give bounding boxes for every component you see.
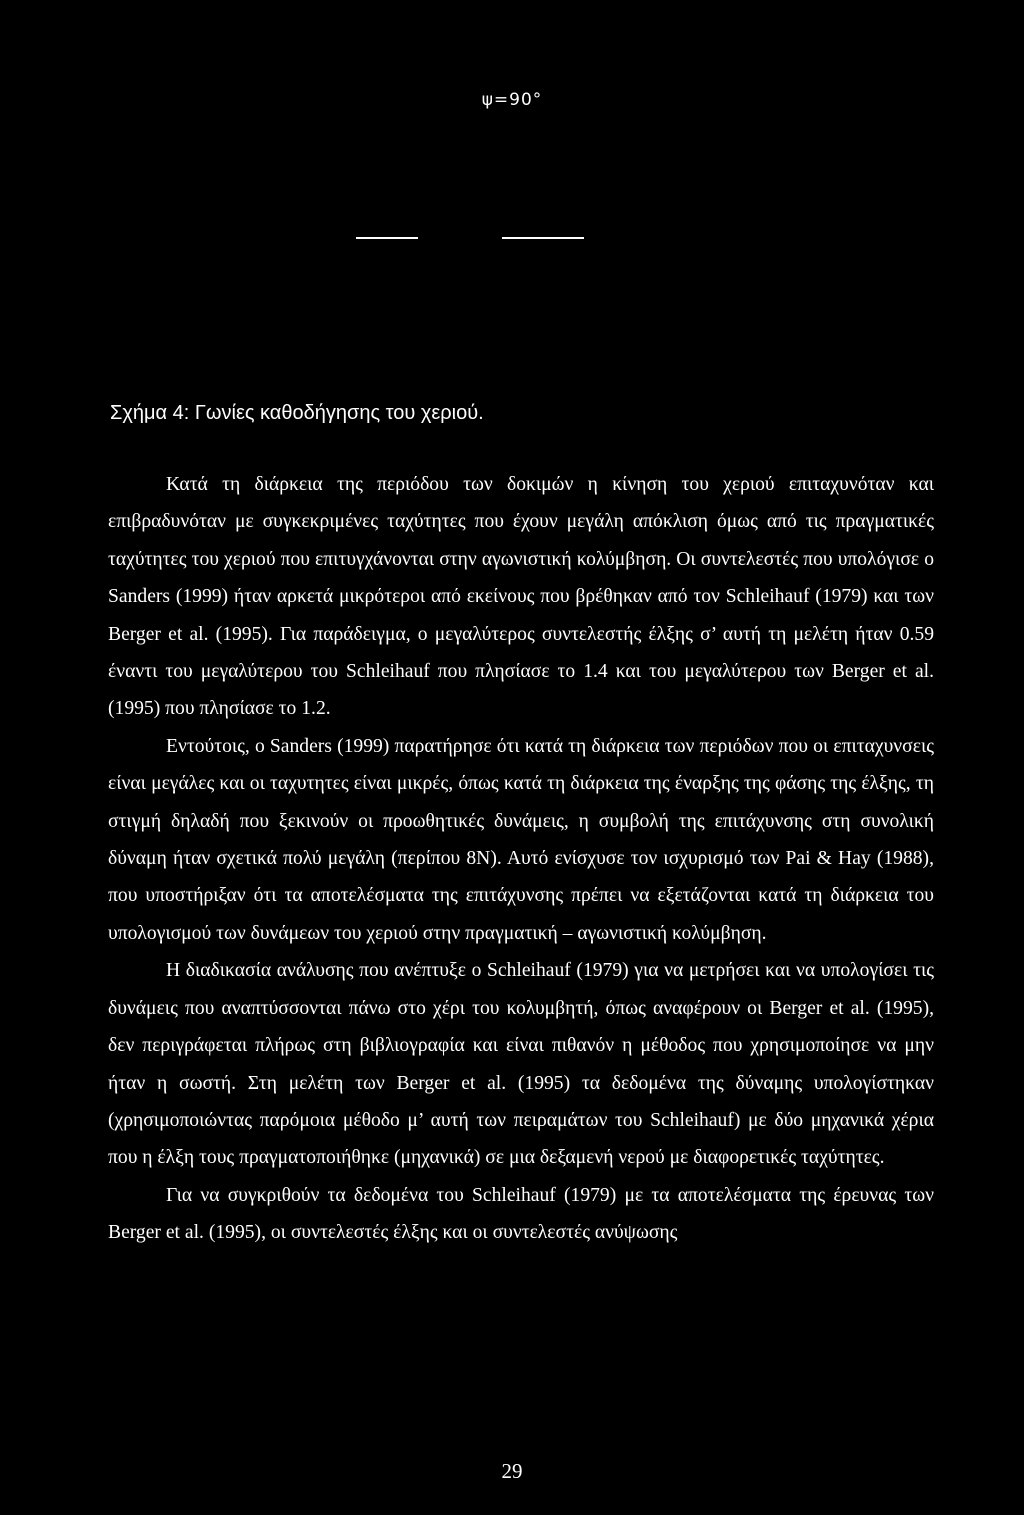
figure-line-left (356, 237, 418, 239)
body-text (108, 466, 934, 1252)
paragraph: Για να συγκριθούν τα δεδομένα του Schleihauf (1979) με τα αποτελέσματα της έρευνας των Berger et al. (1995), οι συντελεστές έλξης και οι συντελεστές ανύψωσης (108, 1184, 934, 1244)
paragraph: Η διαδικασία ανάλυσης που ανέπτυξε ο Schleihauf (1979) για να μετρήσει και να υπολογίσει τις δυνάμεις που αναπτύσσονται πάνω στο χέρι του κολυμβητή, όπως αναφέρουν οι Berger et al. (1995), δεν περιγράφεται πλήρως στη βιβλιογραφία και είναι πιθανόν η μέθοδος που χρησιμοποίησε να μην ήταν η σωστή. Στη μελέτη των Berger et al. (1995) τα δεδομένα της δύναμης υπολογίστηκαν (χρησιμοποιώντας παρόμοια μέθοδο μ’ αυτή των πειραμάτων του Schleihauf) με δύο μηχανικά χέρια που η έλξη τους πραγματοποιήθηκε (μηχανικά) σε μια δεξαμενή νερού με διαφορετικές ταχύτητες. (108, 960, 934, 1169)
paragraph: Κατά τη διάρκεια της περιόδου των δοκιμών η κίνηση του χεριού επιταχυνόταν και επιβραδυνόταν με συγκεκριμένες ταχύτητες που έχουν μεγάλη απόκλιση όμως από τις πραγματικές ταχύτητες του χεριού που επιτυγχάνονται στην αγωνιστική κολύμβηση. Οι συντελεστές που υπολόγισε ο Sanders (1999) ήταν αρκετά μικρότεροι από εκείνους που βρέθηκαν από τον Schleihauf (1979) και των Berger et al. (1995). Για παράδειγμα, ο μεγαλύτερος συντελεστής έλξης σ’ αυτή τη μελέτη ήταν 0.59 έναντι του μεγαλύτερου του Schleihauf που πλησίασε το 1.4 και του μεγαλύτερου των Berger et al. (1995) που πλησίασε το 1.2. (108, 474, 934, 720)
figure-line-right (502, 237, 584, 239)
page-number: 29 (501, 1459, 523, 1483)
paragraph: Εντούτοις, ο Sanders (1999) παρατήρησε ότι κατά τη διάρκεια των περιόδων που οι επιταχυνσεις είναι μεγάλες και οι ταχυτητες είναι μικρές, όπως κατά τη διάρκεια της έναρξης της φάσης της έλξης, τη στιγμή δηλαδή που ξεκινούν οι προωθητικές δυνάμεις, η συμβολή της επιτάχυνσης στη συνολική δύναμη ήταν σχετικά πολύ μεγάλη (περίπου 8N). Αυτό ενίσχυσε τον ισχυρισμό των Pai & Hay (1988), που υποστήριξαν ότι τα αποτελέσματα της επιτάχυνσης πρέπει να εξετάζονται κατά τη διάρκεια του υπολογισμού των δυνάμεων του χεριού στην πραγματική – αγωνιστική κολύμβηση. (108, 735, 934, 944)
figure-caption: Σχήμα 4: Γωνίες καθοδήγησης του χεριού. (110, 402, 484, 424)
figure-label: ψ=90° (481, 90, 543, 110)
